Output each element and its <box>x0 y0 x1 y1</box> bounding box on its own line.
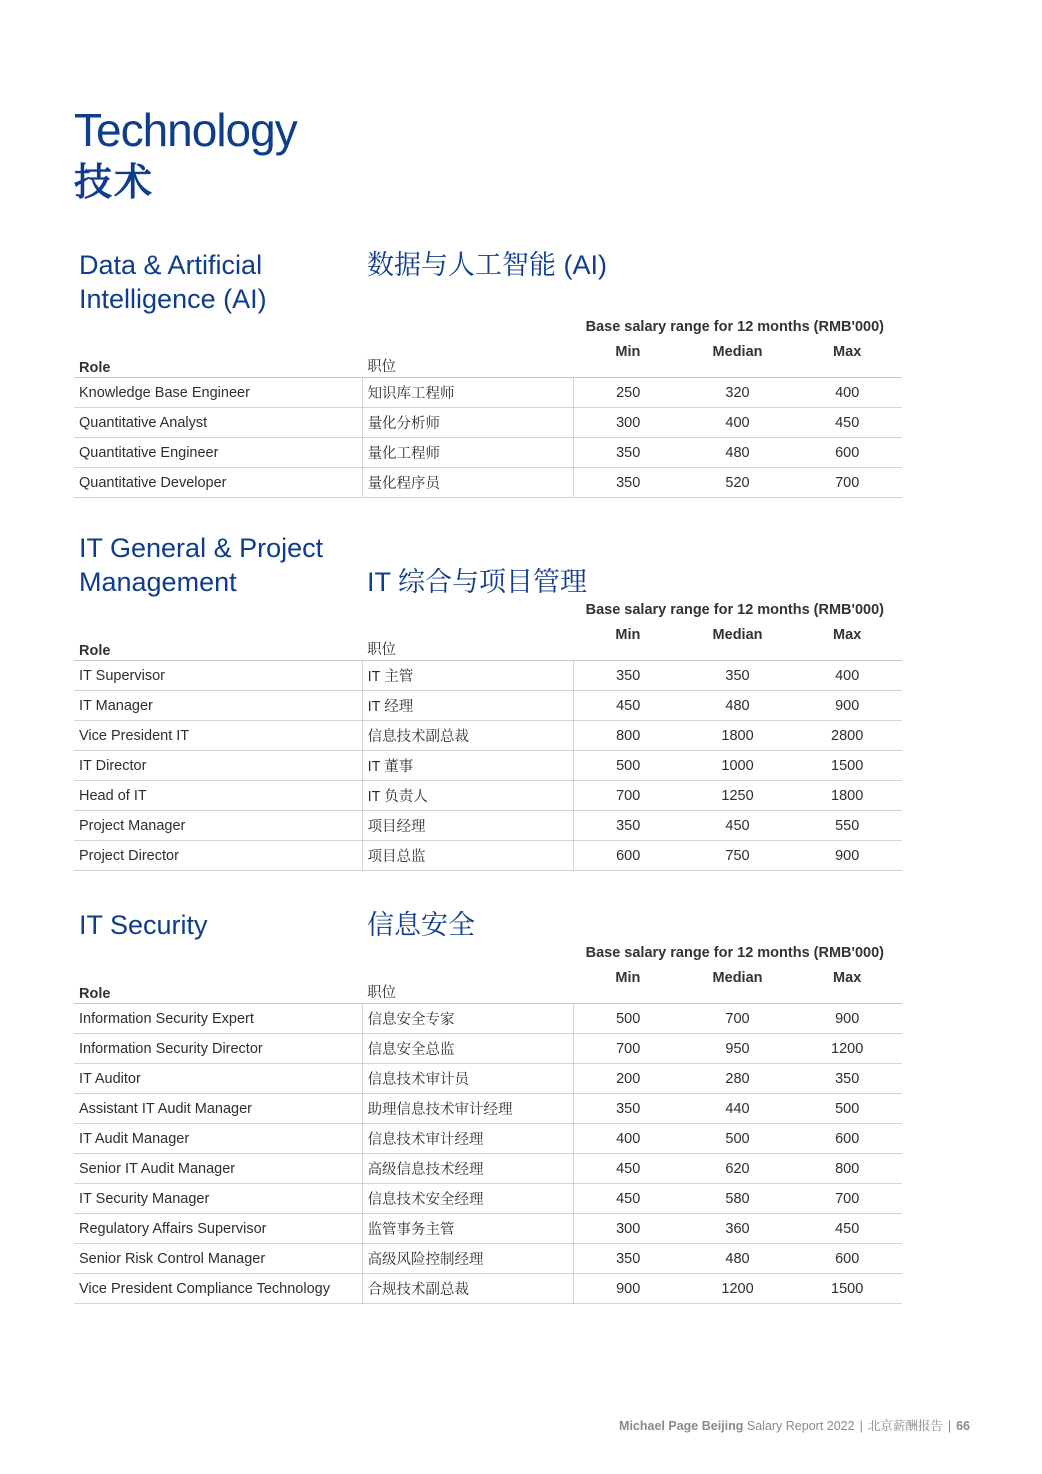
salary-table <box>74 623 902 871</box>
role-zh-cell: 量化工程师 <box>362 438 573 468</box>
max-cell: 400 <box>792 378 902 408</box>
salary-range-caption: Base salary range for 12 months (RMB'000) <box>585 602 884 618</box>
role-cell: IT Audit Manager <box>74 1124 362 1154</box>
role-zh-cell: 高级风险控制经理 <box>362 1244 573 1274</box>
min-cell: 300 <box>573 1214 683 1244</box>
median-cell: 1800 <box>683 721 793 751</box>
max-cell: 500 <box>792 1094 902 1124</box>
max-cell: 700 <box>792 468 902 498</box>
role-cell: IT Security Manager <box>74 1184 362 1214</box>
table-row <box>74 1064 902 1094</box>
salary-range-caption: Base salary range for 12 months (RMB'000) <box>585 319 884 335</box>
median-cell: 700 <box>683 1004 793 1034</box>
role-cell: Project Director <box>74 841 362 871</box>
role-zh-cell: 信息技术安全经理 <box>362 1184 573 1214</box>
min-cell: 350 <box>573 811 683 841</box>
max-cell: 800 <box>792 1154 902 1184</box>
role-cell: Vice President IT <box>74 721 362 751</box>
role-zh-cell: 量化分析师 <box>362 408 573 438</box>
footer-report: Salary Report 2022 <box>746 1419 855 1433</box>
table-row <box>74 1214 902 1244</box>
max-cell: 900 <box>792 841 902 871</box>
header-role: Role <box>74 623 362 661</box>
page-footer <box>619 1416 970 1434</box>
role-cell: IT Manager <box>74 691 362 721</box>
max-cell: 350 <box>792 1064 902 1094</box>
role-cell: Vice President Compliance Technology <box>74 1274 362 1304</box>
role-zh-cell: 量化程序员 <box>362 468 573 498</box>
max-cell: 600 <box>792 438 902 468</box>
median-cell: 950 <box>683 1034 793 1064</box>
header-median: Median <box>683 340 793 378</box>
header-max: Max <box>792 966 902 1004</box>
section-title-zh: 信息安全 <box>367 910 475 940</box>
table-row <box>74 661 902 691</box>
min-cell: 350 <box>573 468 683 498</box>
min-cell: 700 <box>573 781 683 811</box>
median-cell: 400 <box>683 408 793 438</box>
table-row <box>74 438 902 468</box>
page-title-en: Technology <box>74 104 297 156</box>
max-cell: 600 <box>792 1244 902 1274</box>
role-cell: Quantitative Analyst <box>74 408 362 438</box>
median-cell: 440 <box>683 1094 793 1124</box>
role-zh-cell: 项目总监 <box>362 841 573 871</box>
table-row <box>74 721 902 751</box>
table-row <box>74 1274 902 1304</box>
table-row <box>74 378 902 408</box>
role-cell: IT Director <box>74 751 362 781</box>
min-cell: 450 <box>573 691 683 721</box>
section-title-zh: IT 综合与项目管理 <box>367 567 588 597</box>
footer-separator: | <box>947 1419 952 1433</box>
min-cell: 800 <box>573 721 683 751</box>
role-zh-cell: 信息技术审计员 <box>362 1064 573 1094</box>
median-cell: 450 <box>683 811 793 841</box>
min-cell: 300 <box>573 408 683 438</box>
max-cell: 1800 <box>792 781 902 811</box>
header-role-zh: 职位 <box>362 340 573 378</box>
header-min: Min <box>573 340 683 378</box>
min-cell: 350 <box>573 1094 683 1124</box>
header-role: Role <box>74 966 362 1004</box>
header-min: Min <box>573 966 683 1004</box>
table-row <box>74 1094 902 1124</box>
table-row <box>74 408 902 438</box>
header-max: Max <box>792 340 902 378</box>
section-title-en: IT Security <box>79 910 208 940</box>
table-header-row <box>74 623 902 661</box>
role-zh-cell: 信息安全专家 <box>362 1004 573 1034</box>
role-zh-cell: IT 董事 <box>362 751 573 781</box>
median-cell: 280 <box>683 1064 793 1094</box>
table-row <box>74 1154 902 1184</box>
table-row <box>74 781 902 811</box>
footer-brand: Michael Page Beijing <box>619 1419 744 1433</box>
table-header-row <box>74 966 902 1004</box>
header-min: Min <box>573 623 683 661</box>
median-cell: 1200 <box>683 1274 793 1304</box>
min-cell: 350 <box>573 1244 683 1274</box>
table-row <box>74 1124 902 1154</box>
median-cell: 580 <box>683 1184 793 1214</box>
role-zh-cell: 合规技术副总裁 <box>362 1274 573 1304</box>
page-title <box>74 104 297 206</box>
min-cell: 600 <box>573 841 683 871</box>
footer-separator: | <box>859 1419 863 1433</box>
max-cell: 700 <box>792 1184 902 1214</box>
table-row <box>74 1184 902 1214</box>
table-row <box>74 1034 902 1064</box>
table-row <box>74 811 902 841</box>
role-zh-cell: 信息技术审计经理 <box>362 1124 573 1154</box>
role-cell: Project Manager <box>74 811 362 841</box>
role-cell: Assistant IT Audit Manager <box>74 1094 362 1124</box>
max-cell: 550 <box>792 811 902 841</box>
section-title-en: Data & Artificial Intelligence (AI) <box>79 250 267 314</box>
salary-table <box>74 340 902 498</box>
median-cell: 1000 <box>683 751 793 781</box>
max-cell: 450 <box>792 408 902 438</box>
table-row <box>74 751 902 781</box>
table-row <box>74 1244 902 1274</box>
role-zh-cell: 监管事务主管 <box>362 1214 573 1244</box>
role-zh-cell: 项目经理 <box>362 811 573 841</box>
median-cell: 320 <box>683 378 793 408</box>
table-row <box>74 1004 902 1034</box>
header-role-zh: 职位 <box>362 623 573 661</box>
role-cell: Quantitative Developer <box>74 468 362 498</box>
max-cell: 450 <box>792 1214 902 1244</box>
section-title-en: IT General & Project Management <box>79 533 324 597</box>
min-cell: 250 <box>573 378 683 408</box>
median-cell: 480 <box>683 438 793 468</box>
min-cell: 500 <box>573 751 683 781</box>
min-cell: 350 <box>573 438 683 468</box>
table-row <box>74 691 902 721</box>
header-median: Median <box>683 966 793 1004</box>
role-cell: Information Security Expert <box>74 1004 362 1034</box>
min-cell: 400 <box>573 1124 683 1154</box>
role-zh-cell: IT 主管 <box>362 661 573 691</box>
role-cell: Senior Risk Control Manager <box>74 1244 362 1274</box>
max-cell: 1500 <box>792 751 902 781</box>
page-title-zh: 技术 <box>74 162 155 204</box>
max-cell: 900 <box>792 691 902 721</box>
min-cell: 350 <box>573 661 683 691</box>
median-cell: 520 <box>683 468 793 498</box>
role-zh-cell: 知识库工程师 <box>362 378 573 408</box>
median-cell: 500 <box>683 1124 793 1154</box>
header-median: Median <box>683 623 793 661</box>
salary-range-caption: Base salary range for 12 months (RMB'000) <box>585 945 884 961</box>
role-cell: Information Security Director <box>74 1034 362 1064</box>
role-zh-cell: 信息安全总监 <box>362 1034 573 1064</box>
table-row <box>74 468 902 498</box>
header-role-zh: 职位 <box>362 966 573 1004</box>
role-zh-cell: IT 经理 <box>362 691 573 721</box>
max-cell: 1200 <box>792 1034 902 1064</box>
max-cell: 900 <box>792 1004 902 1034</box>
median-cell: 360 <box>683 1214 793 1244</box>
max-cell: 400 <box>792 661 902 691</box>
median-cell: 480 <box>683 691 793 721</box>
table-row <box>74 841 902 871</box>
max-cell: 1500 <box>792 1274 902 1304</box>
role-zh-cell: 高级信息技术经理 <box>362 1154 573 1184</box>
median-cell: 750 <box>683 841 793 871</box>
footer-report-zh: 北京薪酬报告 <box>867 1419 943 1433</box>
role-cell: IT Auditor <box>74 1064 362 1094</box>
median-cell: 1250 <box>683 781 793 811</box>
min-cell: 700 <box>573 1034 683 1064</box>
role-cell: IT Supervisor <box>74 661 362 691</box>
page-number: 66 <box>956 1419 970 1433</box>
role-zh-cell: IT 负责人 <box>362 781 573 811</box>
median-cell: 350 <box>683 661 793 691</box>
section-title-zh: 数据与人工智能 (AI) <box>367 250 607 280</box>
min-cell: 200 <box>573 1064 683 1094</box>
role-zh-cell: 信息技术副总裁 <box>362 721 573 751</box>
role-cell: Regulatory Affairs Supervisor <box>74 1214 362 1244</box>
min-cell: 500 <box>573 1004 683 1034</box>
min-cell: 450 <box>573 1154 683 1184</box>
min-cell: 900 <box>573 1274 683 1304</box>
max-cell: 2800 <box>792 721 902 751</box>
role-cell: Knowledge Base Engineer <box>74 378 362 408</box>
header-max: Max <box>792 623 902 661</box>
role-cell: Senior IT Audit Manager <box>74 1154 362 1184</box>
median-cell: 480 <box>683 1244 793 1274</box>
min-cell: 450 <box>573 1184 683 1214</box>
table-header-row <box>74 340 902 378</box>
median-cell: 620 <box>683 1154 793 1184</box>
max-cell: 600 <box>792 1124 902 1154</box>
role-cell: Quantitative Engineer <box>74 438 362 468</box>
salary-table <box>74 966 902 1304</box>
role-cell: Head of IT <box>74 781 362 811</box>
role-zh-cell: 助理信息技术审计经理 <box>362 1094 573 1124</box>
header-role: Role <box>74 340 362 378</box>
